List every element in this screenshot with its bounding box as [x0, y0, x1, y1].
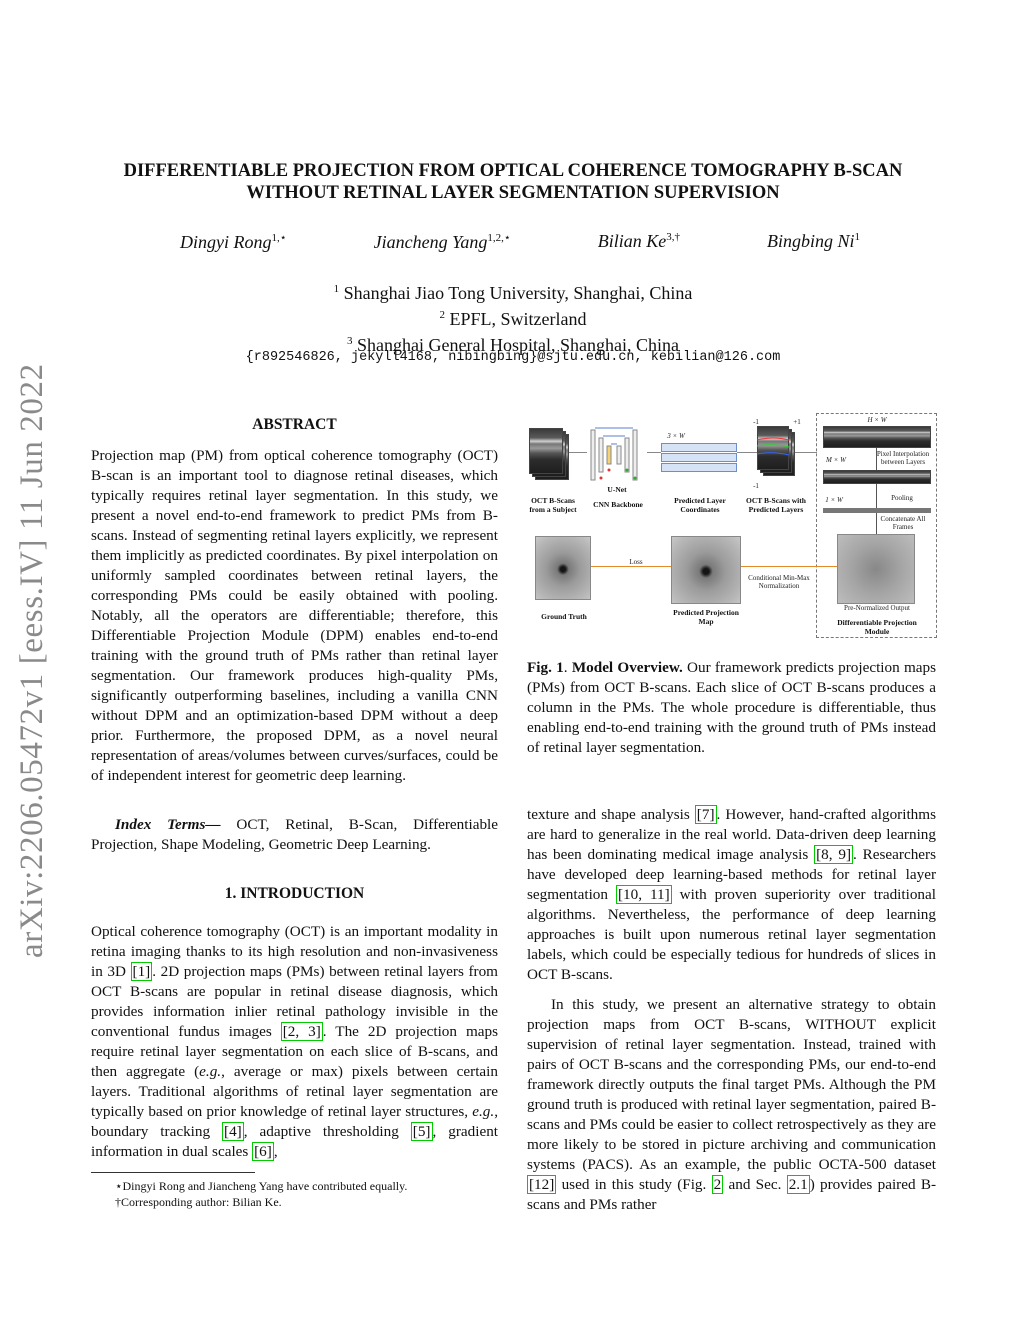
pre-normalized-label: Pre-Normalized Output	[844, 604, 910, 612]
dpm-bscan-strip	[823, 426, 931, 448]
affiliation: $^2$ EPFL, Switzerland	[439, 309, 587, 329]
normalization-arrow	[741, 566, 837, 567]
ground-truth-map	[535, 536, 591, 600]
index-terms	[91, 815, 498, 855]
pre-normalized-map	[837, 534, 915, 604]
abstract-body	[91, 446, 498, 786]
figure-number: Fig. 1	[527, 659, 564, 676]
flow-arrow	[876, 448, 877, 470]
footnote-corresponding-author: †Corresponding author: Bilian Ke.	[115, 1195, 282, 1209]
tick-minus-one: -1	[753, 418, 759, 426]
section-link[interactable]: 2.1	[788, 1176, 808, 1193]
intro-paragraph: Optical coherence tomography (OCT) is an important modality in retina imaging thanks to its high resolution and non-invasiveness in 3D [1] . 2D projection maps (PMs) between retinal layers from OCT B-scans are popular in retinal disease diagnosis, which provides information inlier retinal pathology invisible in the conventional fundus images [2, 3] . The 2D projection maps require retinal layer segmentation on each slice of B-scans, and then aggregate (e.g., average or max) pixels between certain layers. Traditional algorithms of retinal layer segmentation are typically based on prior knowledge of retinal layer structures, e.g., boundary tracking [4] , adaptive thresholding [5] , gradient information in dual scales [6] ,	[91, 923, 499, 1160]
flow-arrow	[647, 452, 661, 453]
flow-arrow	[876, 513, 877, 534]
oct-with-layers-label: OCT B-Scans with Predicted Layers	[746, 496, 806, 514]
citation-link[interactable]: [6]	[254, 1143, 272, 1160]
normalization-label: Conditional Min-Max Normalization	[748, 574, 810, 590]
right-column-body	[527, 805, 936, 1215]
coordinate-row	[661, 463, 737, 472]
arxiv-identifier: arXiv:2206.05472v1 [eess.IV] 11 Jun 2022	[14, 363, 50, 958]
title-line-1: DIFFERENTIABLE PROJECTION FROM OPTICAL COHERENCE TOMOGRAPHY B-SCAN	[123, 161, 903, 181]
citation-link[interactable]: [5]	[412, 1123, 431, 1140]
flow-arrow	[737, 452, 757, 453]
h-by-w-label: H × W	[867, 416, 887, 424]
abstract-text: Projection map (PM) from optical coherence tomography (OCT) B-scan is an important tool to diagnose retinal diseases, which typically requires retinal layer segmentation. In this study, we present a novel end-to-end framework to predict PMs from B-scans. Instead of segmenting retinal layers explicitly, we represent them implicitly as predicted coordinates. By pixel interpolation on uniformly sampled coordinates between retinal layers, the corresponding PMs could be easily obtained with pooling. Notably, all the operators are differentiable; therefore, this Differentiable Projection Module (DPM) enables end-to-end training with the ground truth of PMs rather than retinal layer segmentation. Our framework produces high-quality PMs, significantly outperforming baselines, including a vanilla CNN without DPM and an optimization-based DPM without a deep prior. Furthermore, the proposed DPM, as a novel neural representation of areas/volumes between curves/surfaces, could be of independent interest for geometric deep learning.	[91, 447, 498, 784]
dpm-label: Differentiable Projection Module	[837, 618, 917, 636]
footnote-divider	[91, 1172, 255, 1173]
pixel-interpolation-label: Pixel Interpolation between Layers	[876, 450, 930, 466]
index-terms-label: Index Terms—	[115, 816, 221, 833]
affiliation: $^3$ Shanghai General Hospital, Shanghai, China	[347, 335, 679, 355]
citation-link[interactable]: [7]	[696, 806, 715, 823]
concatenate-label: Concatenate All Frames	[880, 515, 926, 531]
predicted-layer-curves	[757, 426, 789, 470]
predicted-coordinates-label: Predicted Layer Coordinates	[674, 496, 726, 514]
loss-arrow	[591, 566, 671, 567]
oct-bscans-label: OCT B-Scans from a Subject	[529, 496, 577, 514]
tick-plus-one: +1	[793, 418, 801, 426]
footnotes	[91, 1178, 498, 1210]
citation-link[interactable]: [1]	[132, 963, 151, 980]
pooling-label: Pooling	[891, 494, 913, 502]
paper-title	[80, 160, 946, 204]
one-by-w-label: 1 × W	[825, 496, 843, 504]
m-by-w-label: M × W	[826, 456, 846, 464]
unet-label: U-Net	[607, 485, 627, 494]
body-paragraph: In this study, we present an alternative strategy to obtain projection maps from OCT B-scans, WITHOUT explicit supervision of retinal layer segmentation. Instead, trained with pairs of OCT B-scans and the corresponding PMs, our end-to-end framework directly outputs the final target PMs. Although the PM ground truth is produced with retinal layer segmentation, paired B-scans and PMs could be easier to collect retrospectively as they are more likely to be stored in picture archiving and communication systems (PACS). As an example, the public OCTA-500 dataset [12] used in this study (Fig. 2 and Sec. 2.1 ) provides paired B-scans and PMs rather	[527, 996, 937, 1213]
flow-arrow	[795, 452, 817, 453]
abstract-heading: ABSTRACT	[252, 416, 337, 433]
figure-model-overview	[527, 412, 937, 640]
citation-link[interactable]: [8, 9]	[816, 846, 852, 863]
figure-caption: Fig. 1. Model Overview. Our framework predicts projection maps (PMs) from OCT B-scans. Each slice of OCT B-scans produces a column in the PMs. The whole procedure is differentiable, thus enabling end-to-end training with the ground truth of PMs instead of retinal layer segmentation.	[527, 659, 937, 756]
author: Jiancheng Yang$^{1,2,⋆}$	[373, 232, 511, 252]
tick-minus-one-bottom: -1	[753, 482, 759, 490]
figure-link[interactable]: 2	[713, 1176, 722, 1193]
flow-arrow	[569, 452, 587, 453]
author: Dingyi Rong$^{1,⋆}$	[180, 232, 287, 252]
flow-arrow	[876, 484, 877, 508]
unet-diagram	[587, 424, 647, 486]
cnn-backbone-label: CNN Backbone	[593, 500, 643, 509]
oct-bscan-image	[529, 428, 563, 474]
affiliation: $^1$ Shanghai Jiao Tong University, Shanghai, China	[333, 283, 693, 303]
citation-link[interactable]: [2, 3]	[282, 1023, 321, 1040]
citation-link[interactable]: [12]	[529, 1176, 555, 1193]
title-line-2: WITHOUT RETINAL LAYER SEGMENTATION SUPERVISION	[246, 183, 780, 203]
interpolated-band	[823, 470, 931, 484]
body-paragraph: texture and shape analysis [7] . However, hand-crafted algorithms are hard to generalize in the real world. Data-driven deep learning has been dominating medical image analysis [8, 9] . Researchers have developed deep learning-based methods for retinal layer segmentation [10, 11] with proven superiority over traditional algorithms. Nevertheless, the performance of deep learning approaches is built upon numerous retinal layer segmentation labels, which could be especially tedious for hundreds of slices in OCT B-scans.	[527, 806, 936, 983]
citation-link[interactable]: [4]	[224, 1123, 242, 1140]
affiliations	[200, 278, 826, 356]
coordinate-row	[661, 453, 737, 462]
three-by-w-label: 3 × W	[667, 432, 685, 440]
intro-body	[91, 922, 498, 1162]
index-terms-text: OCT, Retinal, B-Scan, Differentiable Projection, Shape Modeling, Geometric Deep Learning.	[91, 816, 498, 853]
intro-heading: 1. INTRODUCTION	[224, 885, 365, 902]
caption-title: Model Overview.	[571, 659, 683, 676]
pooled-row	[823, 508, 931, 513]
ground-truth-label: Ground Truth	[541, 612, 587, 621]
author: Bilian $Ke^{3,\dagger}$	[597, 231, 681, 251]
author-list	[180, 231, 860, 253]
predicted-pm-label: Predicted Projection Map	[673, 608, 739, 626]
author-emails: {r892546826, jekyll4168, nibingbing}@sjtu.edu.cn, kebilian@126.com	[245, 350, 781, 365]
citation-link[interactable]: [10, 11]	[617, 886, 670, 903]
author: Bingbing Ni$^1$	[766, 231, 860, 251]
coordinate-row	[661, 443, 737, 452]
predicted-projection-map	[671, 536, 741, 604]
footnote-equal-contribution: ⋆Dingyi Rong and Jiancheng Yang have contributed equally.	[115, 1179, 408, 1193]
loss-label: Loss	[629, 558, 643, 566]
